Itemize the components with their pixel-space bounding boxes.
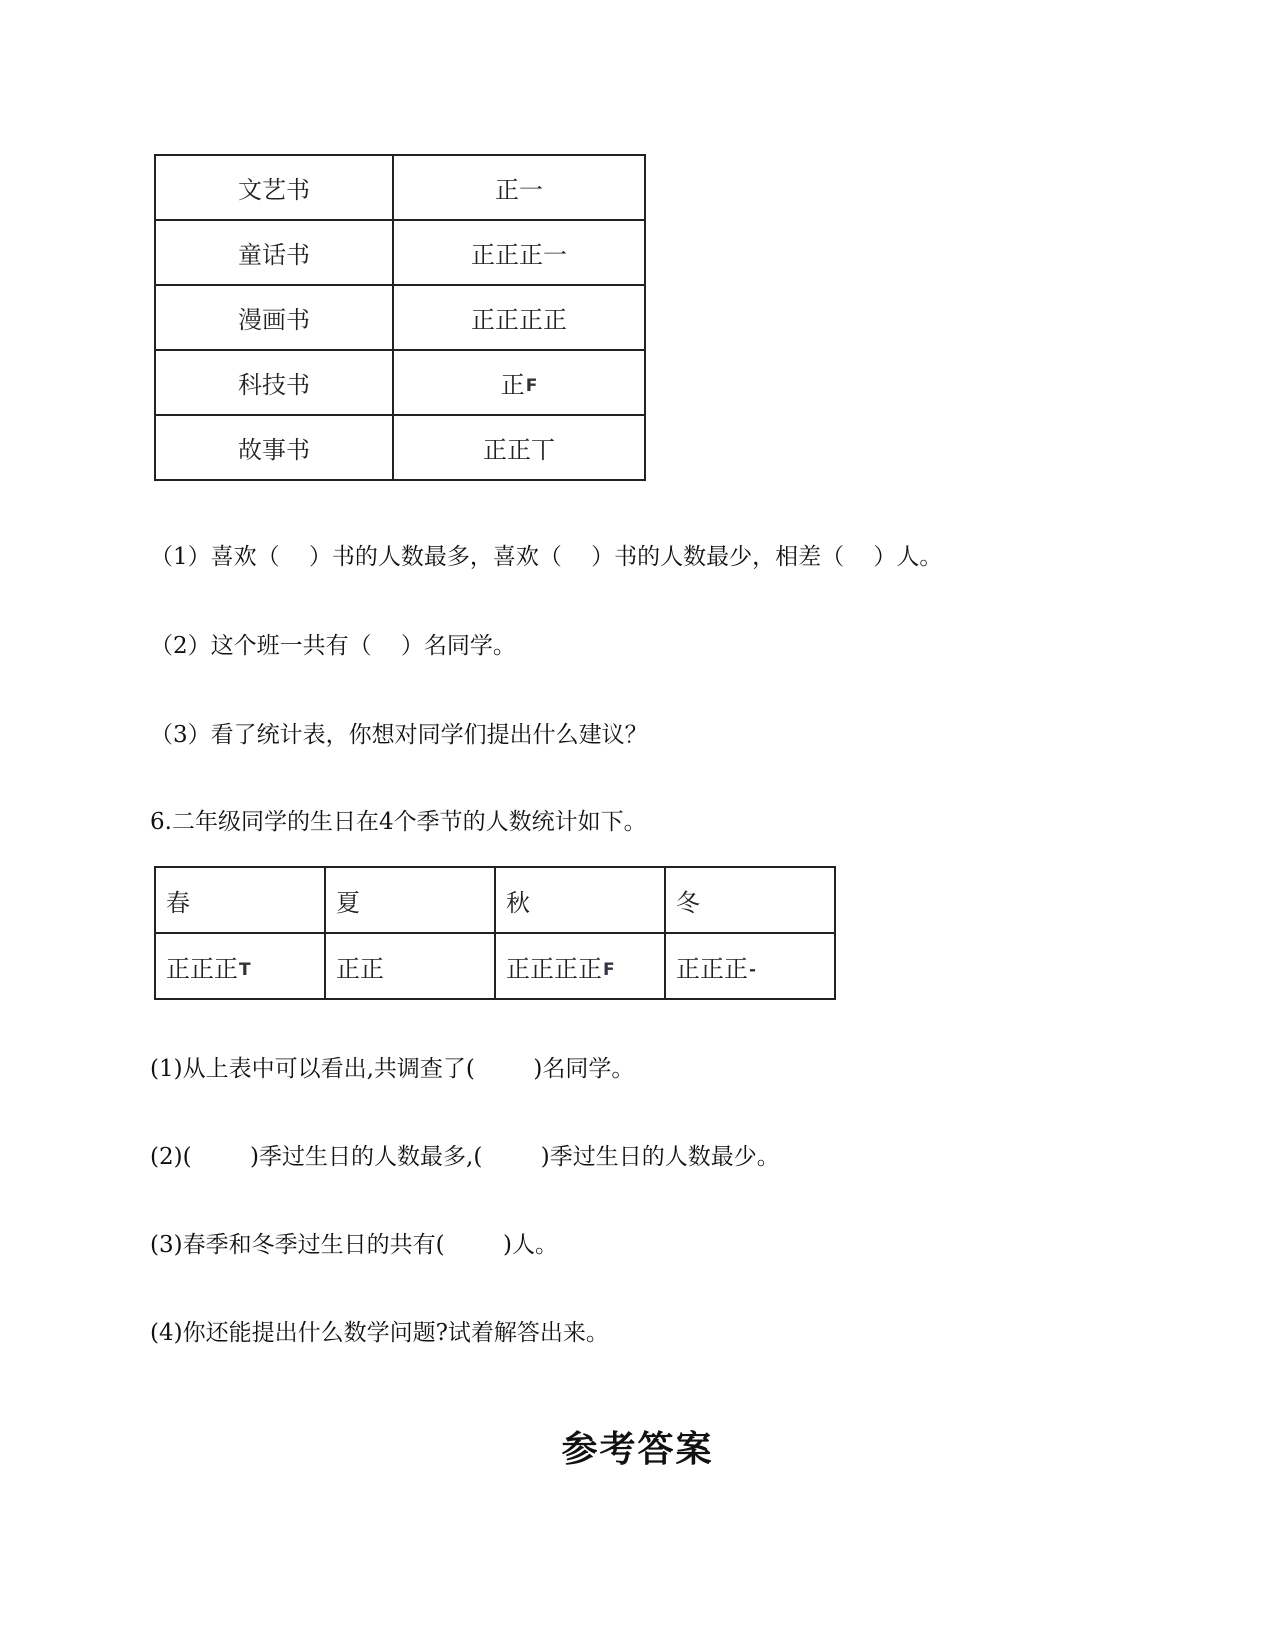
tally-cell bbox=[393, 285, 645, 350]
category-cell: 故事书 bbox=[155, 415, 393, 480]
question-6-4: (4)你还能提出什么数学问题?试着解答出来。 bbox=[150, 1320, 609, 1346]
tally-text: 正正 bbox=[336, 954, 384, 983]
category-cell: 科技书 bbox=[155, 350, 393, 415]
season-tally-cell bbox=[665, 933, 835, 999]
question-1-3: （3）看了统计表，你想对同学们提出什么建议？ bbox=[150, 722, 648, 748]
tally-text: 正正正 bbox=[676, 954, 748, 983]
question-6-2: (2)( )季过生日的人数最多,( )季过生日的人数最少。 bbox=[150, 1144, 780, 1170]
question-6-title: 6.二年级同学的生日在4个季节的人数统计如下。 bbox=[150, 809, 647, 835]
category-cell: 漫画书 bbox=[155, 285, 393, 350]
season-header-cell: 春 bbox=[155, 867, 325, 933]
tally-text: 正 bbox=[500, 371, 525, 399]
tally-text: 正一 bbox=[495, 176, 543, 204]
table-row bbox=[155, 220, 645, 285]
category-cell: 文艺书 bbox=[155, 155, 393, 220]
tally-cell bbox=[393, 155, 645, 220]
tally-cell bbox=[393, 220, 645, 285]
tally-cell bbox=[393, 415, 645, 480]
season-header-cell: 冬 bbox=[665, 867, 835, 933]
partial-tally-mark: F bbox=[603, 959, 615, 980]
partial-tally-mark: F bbox=[525, 376, 538, 396]
book-tally-table bbox=[154, 154, 646, 481]
tally-text: 正正正正 bbox=[506, 954, 602, 983]
season-tally-table bbox=[154, 866, 836, 1000]
tally-text: 正正正一 bbox=[471, 241, 567, 269]
partial-tally-mark: - bbox=[749, 959, 757, 980]
partial-tally-mark: T bbox=[239, 959, 251, 980]
tally-text: 正正丅 bbox=[483, 436, 555, 464]
table-row bbox=[155, 285, 645, 350]
tally-text: 正正正 bbox=[166, 954, 238, 983]
season-tally-cell bbox=[495, 933, 665, 999]
season-tally-cell bbox=[325, 933, 495, 999]
season-tally-cell bbox=[155, 933, 325, 999]
table-row bbox=[155, 350, 645, 415]
question-6-3: (3)春季和冬季过生日的共有( )人。 bbox=[150, 1232, 559, 1258]
category-cell: 童话书 bbox=[155, 220, 393, 285]
tally-cell bbox=[393, 350, 645, 415]
table-row bbox=[155, 155, 645, 220]
table-row bbox=[155, 933, 835, 999]
tally-text: 正正正正 bbox=[471, 306, 567, 334]
season-header-cell: 秋 bbox=[495, 867, 665, 933]
question-6-1: (1)从上表中可以看出,共调查了( )名同学。 bbox=[150, 1056, 635, 1082]
answer-heading: 参考答案 bbox=[561, 1429, 714, 1470]
question-1-1: （1）喜欢（ ）书的人数最多，喜欢（ ）书的人数最少，相差（ ）人。 bbox=[150, 544, 943, 570]
table-row bbox=[155, 867, 835, 933]
season-header-cell: 夏 bbox=[325, 867, 495, 933]
table-row bbox=[155, 415, 645, 480]
question-1-2: （2）这个班一共有（ ）名同学。 bbox=[150, 633, 516, 659]
